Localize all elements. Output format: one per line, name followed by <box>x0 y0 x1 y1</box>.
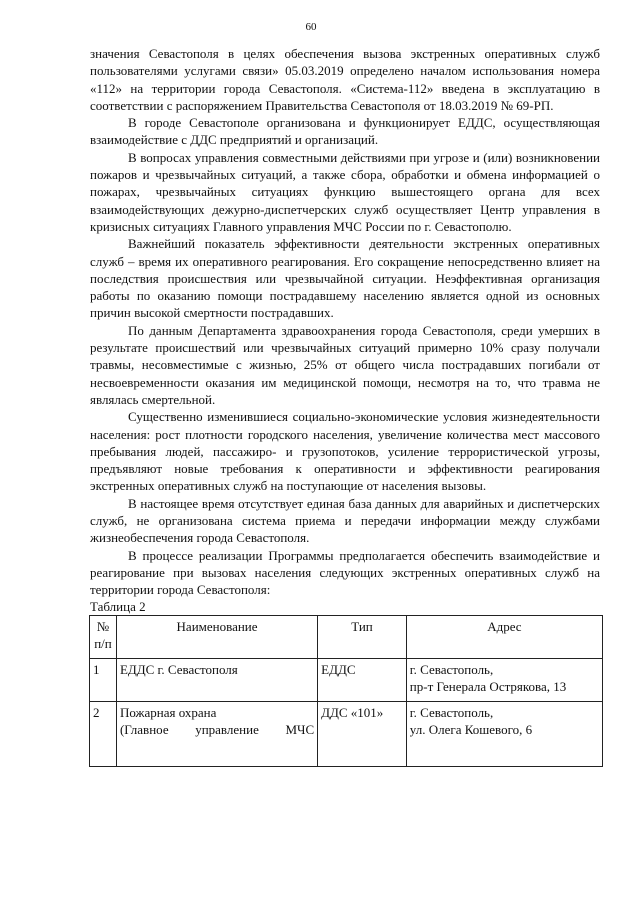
row-address <box>406 701 602 766</box>
paragraph-2: В городе Севастополе организована и функционирует ЕДДС, осуществляющая взаимодействие с ДДС предприятий и организаций. <box>90 115 600 148</box>
paragraph-6: Существенно изменившиеся социально-экономические условия жизнедеятельности населения: рост плотности городского населения, увеличение количества мест массового пребывания людей, пассажиро- и грузопотоков, усиление террористической угрозы, предъявляют новые требования к оперативности и эффективности реагирования экстренных оперативных служб на поступающие от населения вызовы. <box>90 409 600 494</box>
row-type: ЕДДС <box>318 658 407 701</box>
header-number: № п/п <box>90 615 117 658</box>
paragraph-8: В процессе реализации Программы предполагается обеспечить взаимодействие и реагирование при вызовах населения следующих экстренных оперативных служб на территории города Севастополя: <box>90 547 600 598</box>
table-row <box>90 701 603 766</box>
page-number: 60 <box>305 21 317 33</box>
address-street: ул. Олега Кошевого, 6 <box>409 721 533 737</box>
paragraph-1: значения Севастополя в целях обеспечения вызова экстренных оперативных служб пользователями услугами связи» 05.03.2019 определено началом использования номера «112» на территории города Севастополя. «Система-112» введена в эксплуатацию в соответствии с распоряжением Правительства Севастополя от 18.03.2019 № 69-РП. <box>90 46 600 113</box>
row-type: ДДС «101» <box>318 701 407 766</box>
row-name-continuation: (Главное управление МЧС <box>119 721 315 737</box>
header-name: Наименование <box>116 615 317 658</box>
header-address: Адрес <box>406 615 602 658</box>
table-caption: Таблица 2 <box>90 598 146 614</box>
paragraph-5: По данным Департамента здравоохранения города Севастополя, среди умерших в результате происшествий или чрезвычайных ситуаций примерно 10% сразу получали травмы, несовместимые с жизнью, 25% от общего числа пострадавших погибали от несвоевременности оказания им медицинской помощи, несмотря на то, что травма не являлась смертельной. <box>90 322 600 407</box>
row-number: 2 <box>90 701 117 766</box>
row-name <box>116 658 317 701</box>
document-body <box>90 45 600 767</box>
header-type: Тип <box>318 615 407 658</box>
table-row <box>90 658 603 701</box>
row-name-line: Пожарная охрана <box>119 704 217 720</box>
table-header-row <box>90 615 603 658</box>
paragraph-4: Важнейший показатель эффективности деятельности экстренных оперативных служб – время их оперативного реагирования. Его сокращение непосредственно влияет на последствия происшествия или чрезвычайной ситуации. Неэффективная организация работы по оказанию помощи пострадавшему населению является одной из основных причин высокой смертности пострадавших. <box>90 236 600 321</box>
paragraph-3: В вопросах управления совместными действиями при угрозе и (или) возникновении пожаров и чрезвычайных ситуаций, а также сбора, обработки и обмена информацией о пожарах, чрезвычайных ситуациях функцию вышестоящего органа для всех взаимодействующих дежурно-диспетчерских служб осуществляет Центр управления в кризисных ситуациях Главного управления МЧС России по г. Севастополю. <box>90 149 600 234</box>
services-table <box>89 615 603 767</box>
row-address <box>406 658 602 701</box>
address-city: г. Севастополь, <box>409 704 494 720</box>
row-number: 1 <box>90 658 117 701</box>
row-name-line: ЕДДС г. Севастополя <box>119 661 238 677</box>
address-city: г. Севастополь, <box>409 661 494 677</box>
row-name <box>116 701 317 766</box>
address-street: пр-т Генерала Острякова, 13 <box>409 678 567 694</box>
paragraph-7: В настоящее время отсутствует единая база данных для аварийных и диспетчерских служб, не организована система приема и передачи информации между службами жизнеобеспечения города Севастополя. <box>90 495 600 546</box>
